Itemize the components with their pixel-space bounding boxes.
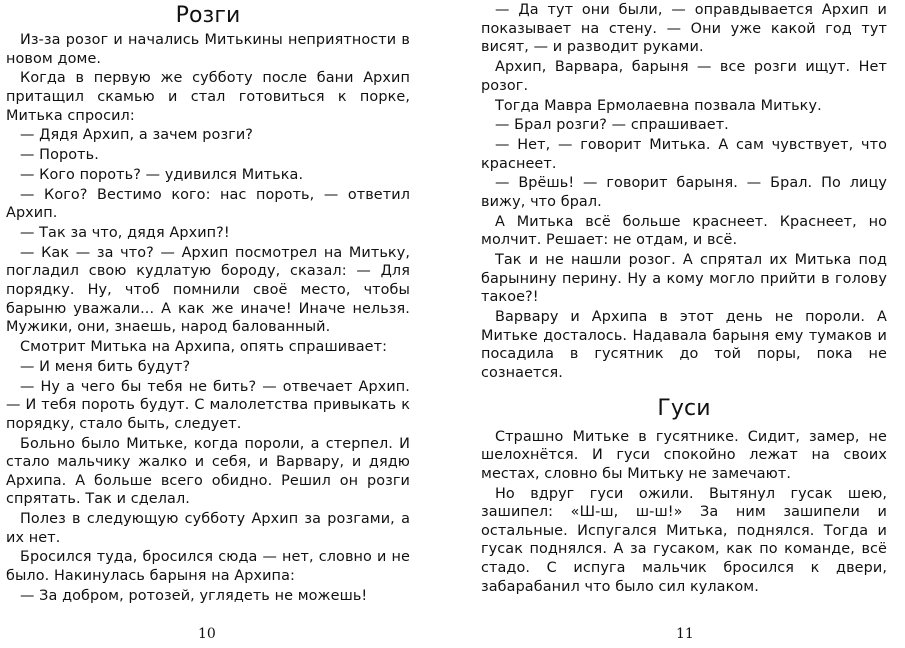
page-number-left: 10 (198, 626, 216, 642)
paragraph: — Врёшь! — говорит барыня. — Брал. По лицу вижу, что брал. (481, 175, 887, 211)
paragraph: — И меня бить будут? (20, 358, 191, 375)
paragraph: А Митька всё больше краснеет. Краснеет, но молчит. Решает: не отдам, и всё. (481, 213, 887, 249)
paragraph: Смотрит Митька на Архипа, опять спрашивает: (20, 339, 388, 355)
paragraph: Из-за розог и начались Митькины неприятности в новом доме. (6, 32, 410, 67)
paragraph: — Да тут они были, — оправдывается Архип и показывает на стену. — Они уже какой год тут висят, — и разводит руками. (481, 2, 887, 56)
paragraph: Варвару и Архипа в этот день не пороли. А Митьке досталось. Надавала барыня ему тумаков и посадила в гусятник до той поры, пока не сознается. (481, 309, 887, 381)
paragraph: Больно было Митьке, когда пороли, а стерпел. И стало мальчику жалко и себя, и Варвару, и дядю Архипа. А больше всего обидно. Решил он розги спрятать. Так и сделал. (6, 435, 410, 508)
paragraph: Страшно Митьке в гусятнике. Сидит, замер, не шелохнётся. И гуси спокойно лежат на своих местах, словно бы Митьку не замечают. (481, 428, 887, 482)
paragraph: — Нет, — говорит Митька. А сам чувствует, что краснеет. (481, 137, 887, 172)
paragraph: Архип, Варвара, барыня — все розги ищут. Нет розог. (481, 59, 887, 94)
right-page-column (481, 0, 887, 596)
paragraph: — Как — за что? — Архип посмотрел на Митьку, погладил свою кудлатую бороду, сказал: — Для порядку. Ну, чтоб помнили своё место, чтобы барыню уважали... А как же иначе! Иначе нельзя. Мужики, они, знаешь, народ балованный. (6, 244, 410, 336)
left-page-text (6, 31, 410, 605)
paragraph: Полез в следующую субботу Архип за розгами, а их нет. (6, 511, 410, 546)
paragraph: Тогда Мавра Ермолаевна позвала Митьку. (495, 97, 822, 114)
right-page-text-bottom (481, 428, 887, 597)
paragraph: — Так за что, дядя Архип?! (20, 225, 230, 242)
page-number-right: 11 (676, 626, 694, 642)
chapter-title-gusi: Гуси (657, 395, 711, 421)
paragraph: — Кого пороть? — удивился Митька. (20, 166, 304, 183)
left-page-column (6, 0, 410, 605)
chapter-title-rozgi: Розги (175, 3, 241, 28)
paragraph: — Кого? Вестимо кого: нас пороть, — ответил Архип. (6, 186, 410, 222)
paragraph: — Брал розги? — спрашивает. (495, 117, 729, 134)
paragraph: Бросился туда, бросился сюда — нет, словно и не было. Накинулась барыня на Архипа: (6, 549, 410, 585)
paragraph: Но вдруг гуси ожили. Вытянул гусак шею, зашипел: «Ш-ш, ш-ш!» За ним зашипели и остальные. Испугался Митька, поднялся. Тогда и гусак поднялся. А за гусаком, как по команде, всё стадо. С испуга мальчик бросился к двери, забарабанил что было сил кулаком. (481, 485, 887, 595)
paragraph: Когда в первую же субботу после бани Архип притащил скамью и стал готовиться к порке, Митька спросил: (6, 70, 410, 124)
right-page-text-top (481, 1, 887, 382)
paragraph: — Дядя Архип, а зачем розги? (20, 127, 254, 144)
paragraph: Так и не нашли розог. А спрятал их Митька под барынину перину. Ну а кому могло прийти в голову такое?! (481, 252, 887, 306)
paragraph: — За добром, ротозей, углядеть не можешь! (20, 587, 368, 604)
paragraph: — Пороть. (20, 147, 99, 164)
paragraph: — Ну а чего бы тебя не бить? — отвечает Архип. — И тебя пороть будут. С малолетства привыкать к порядку, стало быть, следует. (6, 378, 410, 432)
